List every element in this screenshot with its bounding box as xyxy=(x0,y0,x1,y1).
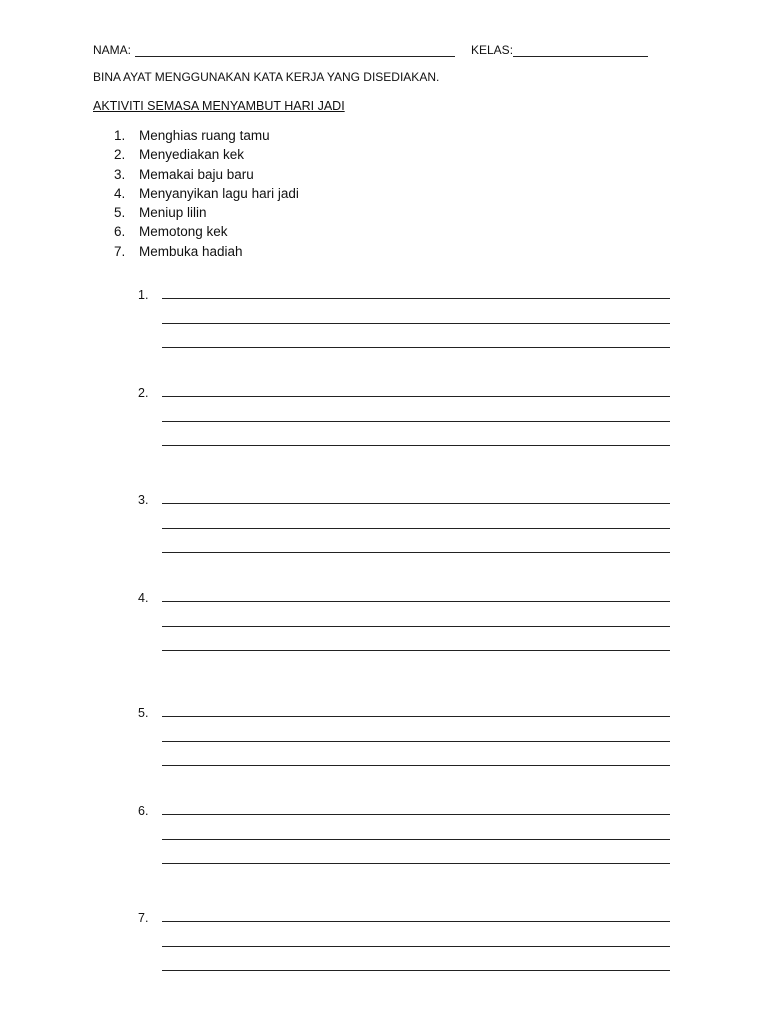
answer-line[interactable] xyxy=(162,626,670,627)
answer-number: 1. xyxy=(138,288,149,302)
verb-number: 2. xyxy=(114,147,126,163)
verb-text: Memakai baju baru xyxy=(139,166,254,182)
answer-line[interactable] xyxy=(162,445,670,446)
answer-line[interactable] xyxy=(162,601,670,602)
name-label: NAMA: xyxy=(93,43,132,57)
class-label: KELAS: xyxy=(471,43,514,57)
answer-line[interactable] xyxy=(162,323,670,324)
answer-line[interactable] xyxy=(162,298,670,299)
answer-number: 5. xyxy=(138,706,149,720)
verb-list-item xyxy=(114,126,299,145)
answer-line[interactable] xyxy=(162,839,670,840)
header-line xyxy=(93,43,653,61)
answer-number: 7. xyxy=(138,911,149,925)
verb-list-item xyxy=(114,222,299,241)
answer-number: 6. xyxy=(138,804,149,818)
answer-number: 2. xyxy=(138,386,149,400)
verb-text: Meniup lilin xyxy=(139,205,207,221)
answer-line[interactable] xyxy=(162,863,670,864)
answer-line[interactable] xyxy=(162,921,670,922)
verb-number: 5. xyxy=(114,205,126,221)
answer-number: 3. xyxy=(138,493,149,507)
verb-number: 1. xyxy=(114,128,126,143)
verb-number: 7. xyxy=(114,243,126,259)
answer-line[interactable] xyxy=(162,970,670,971)
answer-line[interactable] xyxy=(162,946,670,947)
verb-list-item xyxy=(114,242,299,261)
verb-list xyxy=(114,126,299,261)
verb-list-item xyxy=(114,203,299,222)
answer-line[interactable] xyxy=(162,396,670,397)
verb-number: 4. xyxy=(114,185,126,201)
answer-line[interactable] xyxy=(162,421,670,422)
answer-line[interactable] xyxy=(162,503,670,504)
verb-text: Menyediakan kek xyxy=(139,147,245,163)
answer-line[interactable] xyxy=(162,528,670,529)
answer-line[interactable] xyxy=(162,552,670,553)
answer-number: 4. xyxy=(138,591,149,605)
answer-line[interactable] xyxy=(162,650,670,651)
instruction-text: BINA AYAT MENGGUNAKAN KATA KERJA YANG DISEDIAKAN. xyxy=(93,70,440,84)
verb-number: 6. xyxy=(114,224,126,240)
verb-list-item xyxy=(114,184,299,203)
verb-text: Membuka hadiah xyxy=(139,243,243,259)
verb-text: Menyanyikan lagu hari jadi xyxy=(139,185,299,201)
answer-line[interactable] xyxy=(162,347,670,348)
answer-line[interactable] xyxy=(162,716,670,717)
section-title: AKTIVITI SEMASA MENYAMBUT HARI JADI xyxy=(93,99,345,113)
verb-text: Memotong kek xyxy=(139,224,228,240)
verb-list-item xyxy=(114,145,299,164)
verb-text: Menghias ruang tamu xyxy=(139,128,270,143)
answer-line[interactable] xyxy=(162,765,670,766)
answer-line[interactable] xyxy=(162,741,670,742)
answer-line[interactable] xyxy=(162,814,670,815)
verb-list-item xyxy=(114,165,299,184)
name-blank-line[interactable] xyxy=(135,56,455,57)
verb-number: 3. xyxy=(114,166,126,182)
class-blank-line[interactable] xyxy=(513,56,648,57)
